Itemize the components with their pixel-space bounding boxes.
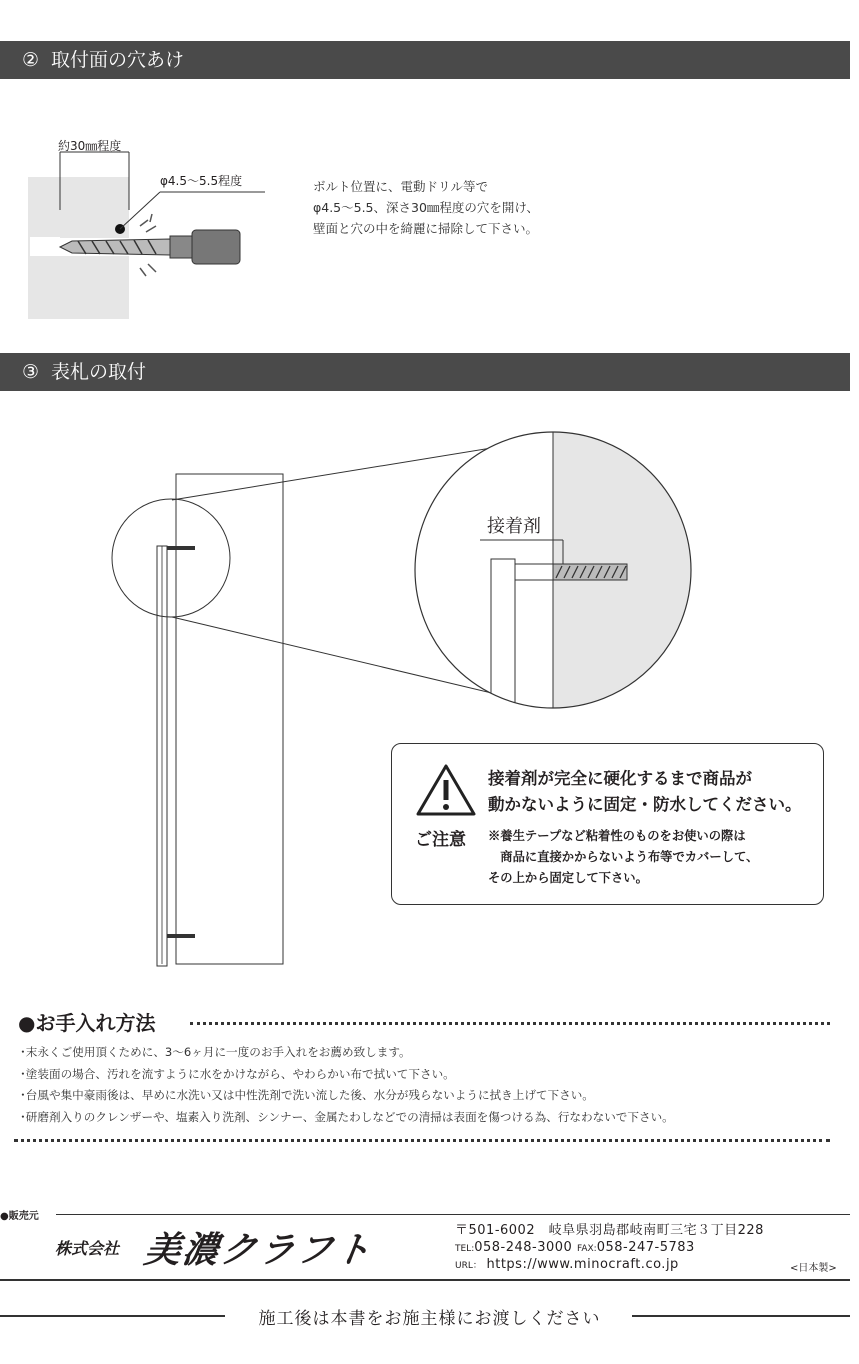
care-bottom-dots [14, 1139, 830, 1142]
seller-top-rule [56, 1214, 850, 1215]
drill-diagram [0, 130, 300, 325]
upper-bolt [167, 546, 195, 550]
company-address [455, 1223, 764, 1275]
made-in-label: <日本製> [790, 1263, 837, 1274]
footer-message: 施工後は本書をお施主様にお渡しください [258, 1309, 601, 1329]
warning-note-line: ※養生テープなど粘着性のものをお使いの際は [488, 828, 746, 843]
description-line: φ4.5〜5.5、深さ30㎜程度の穴を開け、 [313, 200, 539, 215]
step3-header [0, 353, 850, 391]
warning-note-line: 商品に直接かからないよう布等でカバーして、 [488, 849, 759, 864]
warning-icon [414, 762, 478, 818]
postal-address: 〒501-6002 岐阜県羽島郡岐南町三宅３丁目228 [455, 1223, 764, 1238]
warning-main-text [488, 766, 802, 818]
step3-title: 表札の取付 [51, 361, 147, 383]
url-line [455, 1257, 764, 1275]
care-item: ･塗装面の場合、汚れを流すように水をかけながら、やわらかい布で拭いて下さい。 [20, 1066, 455, 1081]
warning-note-line: その上から固定して下さい。 [488, 870, 648, 885]
lower-bolt [167, 934, 195, 938]
adhesive-label: 接着剤 [487, 516, 541, 537]
step2-number: ② [22, 49, 40, 71]
company-logo: 美濃クラフト [141, 1230, 376, 1271]
fax-label: FAX: [576, 1243, 597, 1254]
step2-header [0, 41, 850, 79]
description-line: 壁面と穴の中を綺麗に掃除して下さい。 [313, 221, 539, 236]
company-url[interactable]: https://www.minocraft.co.jp [486, 1257, 679, 1272]
care-item: ･台風や集中豪雨後は、早めに水洗い又は中性洗剤で洗い流した後、水分が残らないように拭き上げて下さい。 [20, 1088, 594, 1102]
detail-callout-circle [112, 499, 230, 617]
seller-bottom-rule [0, 1279, 850, 1281]
caution-label: ご注意 [415, 830, 466, 850]
step2-title: 取付面の穴あけ [51, 49, 185, 71]
warning-main-line: 接着剤が完全に硬化するまで商品が [488, 769, 752, 788]
care-item: ･研磨剤入りのクレンザーや、塩素入り洗剤、シンナー、金属たわしなどでの清掃は表面を傷つける為、行なわないで下さい。 [20, 1109, 674, 1124]
tel-number: 058-248-3000 [474, 1239, 573, 1255]
url-label: URL： [455, 1261, 482, 1271]
warning-main-line: 動かないように固定・防水してください。 [488, 795, 802, 814]
care-title-dots [190, 1022, 830, 1025]
diameter-label: φ4.5〜5.5程度 [160, 174, 243, 188]
fax-number: 058-247-5783 [596, 1239, 695, 1255]
depth-label: 約30㎜程度 [58, 139, 122, 153]
step2-description [313, 176, 539, 239]
tel-label: TEL: [455, 1243, 475, 1254]
warning-note-text [488, 825, 758, 888]
phone-fax-line [455, 1240, 764, 1258]
description-line: ボルト位置に、電動ドリル等で [313, 179, 489, 194]
care-list [20, 1042, 674, 1128]
seller-label: ●販売元 [0, 1211, 39, 1222]
step3-number: ③ [22, 361, 40, 383]
footer-rule-right [632, 1315, 850, 1317]
care-title: ●お手入れ方法 [18, 1011, 156, 1035]
care-item: ･末永くご使用頂くために、3〜6ヶ月に一度のお手入れをお薦め致します。 [20, 1045, 411, 1059]
company-prefix: 株式会社 [55, 1239, 120, 1258]
